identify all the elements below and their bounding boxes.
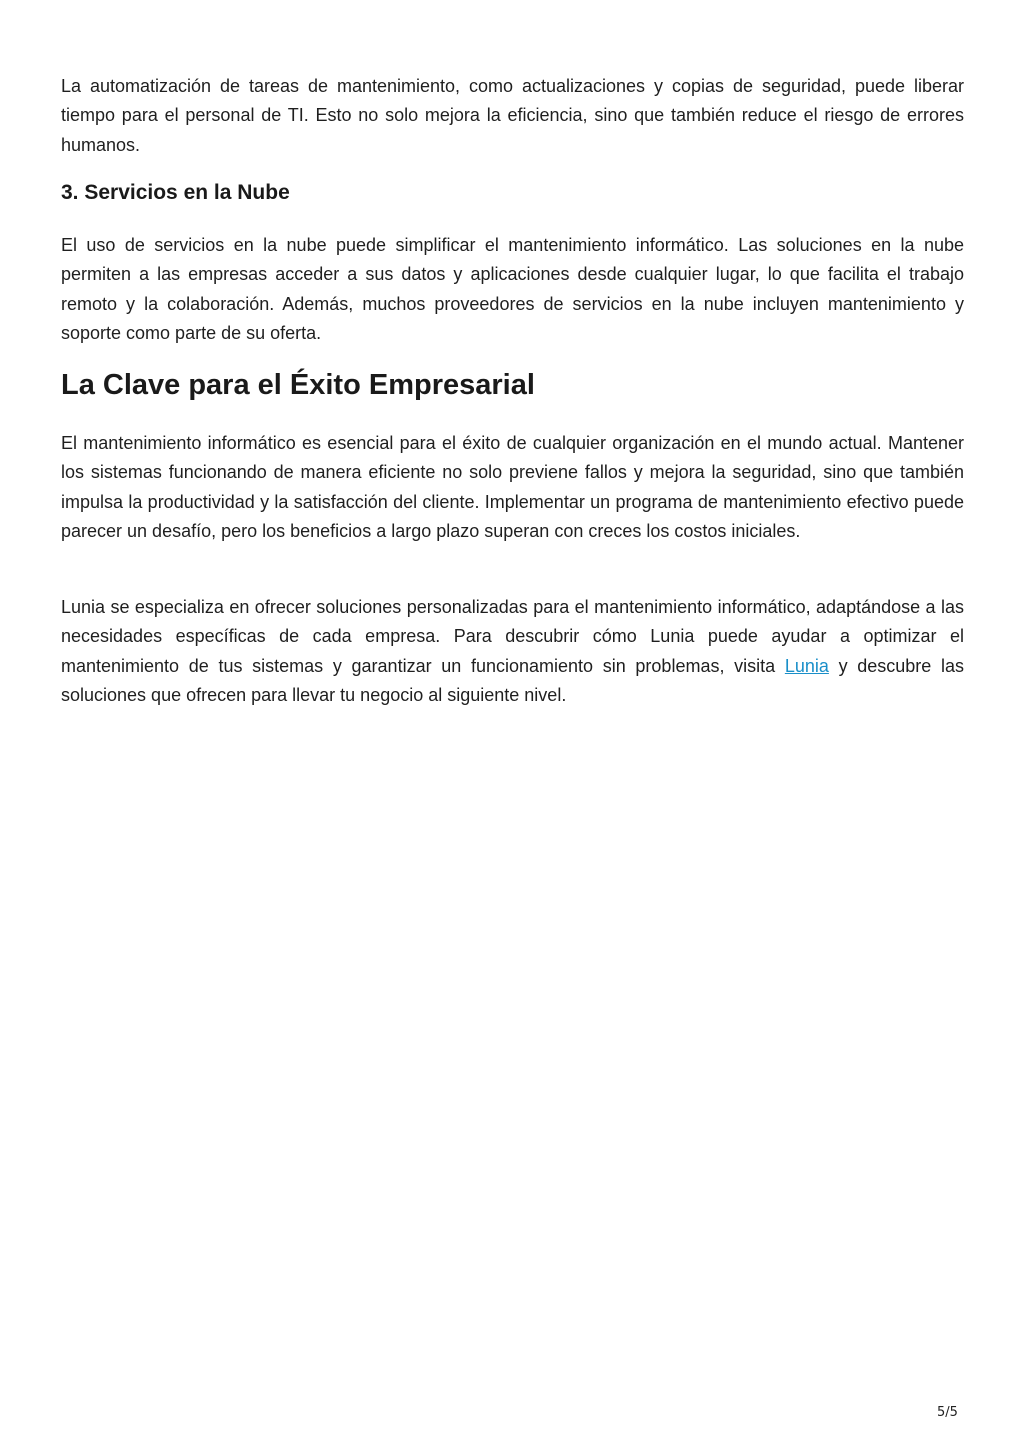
- paragraph-lunia-block: [61, 593, 964, 710]
- paragraph-automation: La automatización de tareas de mantenimiento, como actualizaciones y copias de seguridad, puede liberar tiempo para el personal de TI. Esto no solo mejora la eficiencia, sino que también reduce el riesgo de errores humanos.: [61, 76, 964, 155]
- paragraph-lunia-text-after: y descubre las soluciones que ofrecen para llevar tu negocio al siguiente nivel.: [61, 655, 965, 705]
- paragraph-cloud-services: El uso de servicios en la nube puede simplificar el mantenimiento informático. Las soluciones en la nube permiten a las empresas acceder a sus datos y aplicaciones desde cualquier lugar, lo que facilita el trabajo remoto y la colaboración. Además, muchos proveedores de servicios en la nube incluyen mantenimiento y soporte como parte de su oferta.: [61, 235, 964, 343]
- lunia-link[interactable]: Lunia: [784, 655, 829, 676]
- paragraph-lunia: [61, 593, 964, 710]
- page-number: 5/5: [937, 1405, 958, 1420]
- paragraph-lunia-text-before: Lunia se especializa en ofrecer soluciones personalizadas para el mantenimiento informático, adaptándose a las necesidades específicas de cada empresa. Para descubrir cómo Lunia puede ayudar a optimizar el mantenimiento de tus sistemas y garantizar un funcionamiento sin problemas, visita: [61, 597, 964, 676]
- paragraph-key-block: [61, 429, 964, 546]
- section-heading-key-to-success: La Clave para el Éxito Empresarial: [61, 369, 535, 401]
- paragraph-key-to-success: El mantenimiento informático es esencial para el éxito de cualquier organización en el mundo actual. Mantener los sistemas funcionando de manera eficiente no solo previene fallos y mejora la seguridad, sino que también impulsa la productividad y la satisfacción del cliente. Implementar un programa de mantenimiento efectivo puede parecer un desafío, pero los beneficios a largo plazo superan con creces los costos iniciales.: [61, 433, 964, 541]
- section-heading-cloud-services: 3. Servicios en la Nube: [61, 181, 290, 204]
